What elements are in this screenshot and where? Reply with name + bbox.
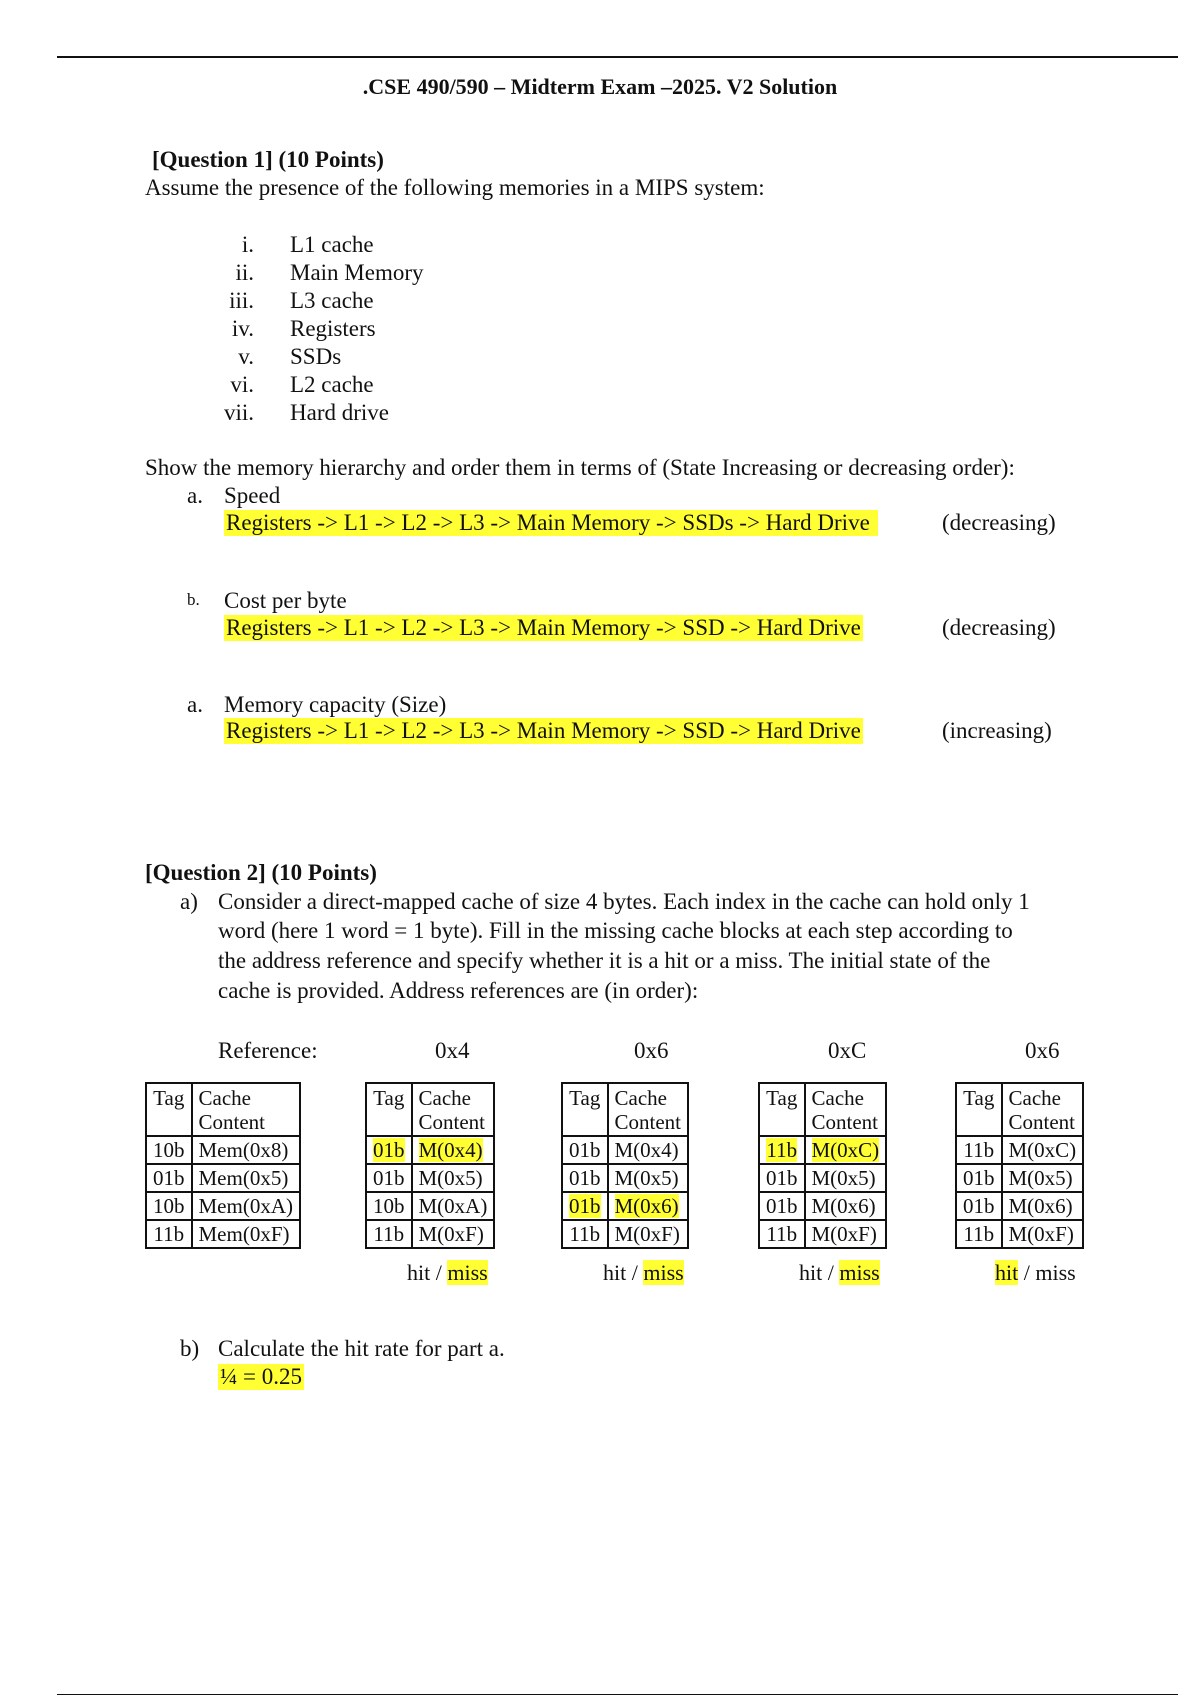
content-cell (1002, 1192, 1084, 1220)
content-header-line: Cache (614, 1086, 667, 1110)
content-cell (805, 1192, 887, 1220)
list-marker: iii. (229, 288, 254, 313)
content-header (192, 1083, 300, 1136)
list-marker: vi. (230, 372, 254, 397)
tag-value: 11b (153, 1222, 185, 1246)
capacity-order: (increasing) (942, 718, 1052, 743)
table-header-row (146, 1083, 300, 1136)
tag-value: 11b (963, 1222, 995, 1246)
content-cell (192, 1164, 300, 1192)
list-marker: v. (238, 344, 254, 369)
content-cell (192, 1136, 300, 1164)
content-value: M(0xC) (811, 1138, 880, 1162)
content-value: M(0xF) (418, 1222, 484, 1246)
reference-address: 0x6 (634, 1038, 669, 1063)
table-row (759, 1136, 886, 1164)
part-label: Cost per byte (224, 588, 347, 613)
table-header-row (366, 1083, 494, 1136)
content-header (412, 1083, 495, 1136)
hit-option: hit (407, 1260, 431, 1285)
tag-value: 01b (569, 1166, 601, 1190)
content-header-line: Content (811, 1110, 878, 1134)
content-value: M(0x4) (614, 1138, 679, 1162)
tag-header: Tag (562, 1083, 608, 1136)
cache-table-ref-0x6-second (955, 1082, 1084, 1249)
speed-order: (decreasing) (942, 510, 1056, 535)
tag-header: Tag (146, 1083, 192, 1136)
tag-value: 01b (963, 1166, 995, 1190)
part-marker: a. (187, 692, 203, 717)
hit-miss-result (407, 1260, 488, 1286)
tag-cell (562, 1136, 608, 1164)
content-value: M(0x5) (811, 1166, 876, 1190)
table-header-row (562, 1083, 688, 1136)
speed-answer: Registers -> L1 -> L2 -> L3 -> Main Memory -> SSDs -> Hard Drive (224, 510, 878, 536)
content-cell (608, 1164, 689, 1192)
tag-value: 11b (766, 1222, 798, 1246)
cache-table-ref-0x4 (365, 1082, 495, 1249)
tag-value: 01b (766, 1166, 798, 1190)
content-value: Mem(0xF) (198, 1222, 290, 1246)
content-value: Mem(0xA) (198, 1194, 293, 1218)
content-value: Mem(0x5) (198, 1166, 289, 1190)
cost-order: (decreasing) (942, 615, 1056, 640)
cache-table-ref-0x6 (561, 1082, 689, 1249)
q2-heading: [Question 2] (10 Points) (145, 860, 377, 885)
content-cell (805, 1136, 887, 1164)
table-row (562, 1136, 688, 1164)
content-header-line: Content (614, 1110, 681, 1134)
part-a-line: Consider a direct-mapped cache of size 4 bytes. Each index in the cache can hold only 1 (218, 889, 1030, 914)
tag-header: Tag (759, 1083, 805, 1136)
content-cell (608, 1136, 689, 1164)
content-header-line: Cache (811, 1086, 864, 1110)
table-row (562, 1220, 688, 1248)
content-cell (608, 1220, 689, 1248)
table-row (759, 1164, 886, 1192)
separator: / (631, 1260, 638, 1285)
tag-value: 01b (569, 1138, 601, 1162)
tag-value: 01b (766, 1194, 798, 1218)
tag-cell (759, 1136, 805, 1164)
tag-cell (366, 1164, 412, 1192)
list-item: SSDs (290, 344, 342, 369)
reference-address: 0x4 (435, 1038, 470, 1063)
content-value: M(0x4) (418, 1138, 483, 1162)
q1-intro: Assume the presence of the following memories in a MIPS system: (145, 175, 765, 200)
hit-option: hit (603, 1260, 627, 1285)
tag-cell (956, 1164, 1002, 1192)
content-cell (412, 1164, 495, 1192)
tag-value: 10b (153, 1138, 185, 1162)
miss-option: miss (447, 1260, 488, 1285)
hit-miss-result (995, 1260, 1076, 1286)
tag-value: 01b (373, 1138, 405, 1162)
cache-table-initial (145, 1082, 301, 1249)
tag-header: Tag (956, 1083, 1002, 1136)
table-row (956, 1136, 1083, 1164)
content-cell (805, 1164, 887, 1192)
part-b-marker: b) (180, 1336, 200, 1361)
table-row (759, 1192, 886, 1220)
miss-option: miss (643, 1260, 684, 1285)
table-row (366, 1136, 494, 1164)
q1-heading: [Question 1] (10 Points) (152, 147, 384, 172)
list-item: Main Memory (290, 260, 424, 285)
separator: / (827, 1260, 834, 1285)
table-row (366, 1164, 494, 1192)
hit-option: hit (799, 1260, 823, 1285)
content-value: Mem(0x8) (198, 1138, 289, 1162)
tag-value: 01b (153, 1166, 185, 1190)
list-marker: i. (241, 232, 254, 257)
reference-label: Reference: (218, 1038, 318, 1063)
content-cell (412, 1192, 495, 1220)
list-marker: iv. (231, 316, 254, 341)
tag-cell (759, 1192, 805, 1220)
page-title: .CSE 490/590 – Midterm Exam –2025. V2 Solution (362, 74, 838, 99)
tag-value: 11b (569, 1222, 601, 1246)
content-cell (192, 1192, 300, 1220)
content-value: M(0x6) (811, 1194, 876, 1218)
content-value: M(0x6) (614, 1194, 679, 1218)
reference-address: 0x6 (1025, 1038, 1060, 1063)
content-value: M(0x5) (614, 1166, 679, 1190)
content-header (805, 1083, 887, 1136)
hit-option: hit (995, 1260, 1019, 1285)
table-row (146, 1192, 300, 1220)
table-header-row (759, 1083, 886, 1136)
table-row (562, 1192, 688, 1220)
content-value: M(0x5) (1008, 1166, 1073, 1190)
tag-value: 11b (766, 1138, 798, 1162)
content-value: M(0x5) (418, 1166, 483, 1190)
hit-miss-result (799, 1260, 880, 1286)
tag-cell (146, 1192, 192, 1220)
content-header (1002, 1083, 1084, 1136)
miss-option: miss (839, 1260, 880, 1285)
tag-cell (366, 1136, 412, 1164)
tag-cell (146, 1220, 192, 1248)
list-marker: ii. (235, 260, 254, 285)
bottom-rule (57, 1694, 1178, 1695)
tag-cell (956, 1192, 1002, 1220)
list-item: L2 cache (290, 372, 374, 397)
content-header-line: Cache (418, 1086, 471, 1110)
part-a-marker: a) (180, 889, 198, 914)
table-row (956, 1164, 1083, 1192)
tag-value: 01b (569, 1194, 601, 1218)
content-cell (1002, 1220, 1084, 1248)
tag-value: 10b (153, 1194, 185, 1218)
content-cell (805, 1220, 887, 1248)
list-item: Registers (290, 316, 376, 341)
part-a-line: word (here 1 word = 1 byte). Fill in the missing cache blocks at each step according to (218, 918, 1013, 943)
tag-value: 01b (373, 1166, 405, 1190)
list-item: Hard drive (290, 400, 389, 425)
tag-cell (366, 1192, 412, 1220)
content-value: M(0xF) (1008, 1222, 1074, 1246)
table-row (366, 1192, 494, 1220)
table-header-row (956, 1083, 1083, 1136)
content-value: M(0xC) (1008, 1138, 1077, 1162)
content-value: M(0x6) (1008, 1194, 1073, 1218)
tag-cell (562, 1164, 608, 1192)
part-a-line: the address reference and specify whether it is a hit or a miss. The initial state of the (218, 948, 991, 973)
tag-cell (759, 1164, 805, 1192)
cost-answer: Registers -> L1 -> L2 -> L3 -> Main Memory -> SSD -> Hard Drive (226, 615, 861, 640)
content-value: M(0xF) (614, 1222, 680, 1246)
table-row (146, 1136, 300, 1164)
tag-cell (956, 1136, 1002, 1164)
tag-cell (146, 1164, 192, 1192)
top-rule (57, 56, 1178, 58)
tag-cell (956, 1220, 1002, 1248)
table-row (956, 1192, 1083, 1220)
tag-cell (146, 1136, 192, 1164)
content-header-line: Content (1008, 1110, 1075, 1134)
tag-cell (562, 1192, 608, 1220)
part-label: Speed (224, 483, 281, 508)
table-row (956, 1220, 1083, 1248)
content-header-line: Cache (198, 1086, 251, 1110)
tag-value: 01b (963, 1194, 995, 1218)
part-marker: b. (187, 590, 200, 609)
hit-rate-answer: ¼ = 0.25 (220, 1364, 302, 1389)
hit-miss-result (603, 1260, 684, 1286)
tag-value: 10b (373, 1194, 405, 1218)
table-row (146, 1164, 300, 1192)
table-row (146, 1220, 300, 1248)
list-item: L3 cache (290, 288, 374, 313)
list-item: L1 cache (290, 232, 374, 257)
content-header-line: Content (418, 1110, 485, 1134)
tag-cell (366, 1220, 412, 1248)
table-row (759, 1220, 886, 1248)
content-header-line: Content (198, 1110, 265, 1134)
content-cell (608, 1192, 689, 1220)
tag-value: 11b (963, 1138, 995, 1162)
content-header-line: Cache (1008, 1086, 1061, 1110)
capacity-answer: Registers -> L1 -> L2 -> L3 -> Main Memory -> SSD -> Hard Drive (226, 718, 861, 743)
content-value: M(0xA) (418, 1194, 488, 1218)
table-row (562, 1164, 688, 1192)
content-cell (412, 1136, 495, 1164)
cache-table-ref-0xC (758, 1082, 887, 1249)
content-cell (1002, 1164, 1084, 1192)
tag-cell (759, 1220, 805, 1248)
content-value: M(0xF) (811, 1222, 877, 1246)
part-marker: a. (187, 483, 203, 508)
content-header (608, 1083, 689, 1136)
table-row (366, 1220, 494, 1248)
part-b-prompt: Calculate the hit rate for part a. (218, 1336, 505, 1361)
miss-option: miss (1035, 1260, 1076, 1285)
tag-cell (562, 1220, 608, 1248)
content-cell (1002, 1136, 1084, 1164)
content-cell (412, 1220, 495, 1248)
reference-address: 0xC (828, 1038, 867, 1063)
content-cell (192, 1220, 300, 1248)
separator: / (435, 1260, 442, 1285)
list-marker: vii. (223, 400, 254, 425)
tag-value: 11b (373, 1222, 405, 1246)
part-label: Memory capacity (Size) (224, 692, 447, 717)
q1-prompt: Show the memory hierarchy and order them in terms of (State Increasing or decreasing order): (145, 455, 1015, 480)
part-a-line: cache is provided. Address references are (in order): (218, 978, 699, 1003)
tag-header: Tag (366, 1083, 412, 1136)
separator: / (1023, 1260, 1030, 1285)
